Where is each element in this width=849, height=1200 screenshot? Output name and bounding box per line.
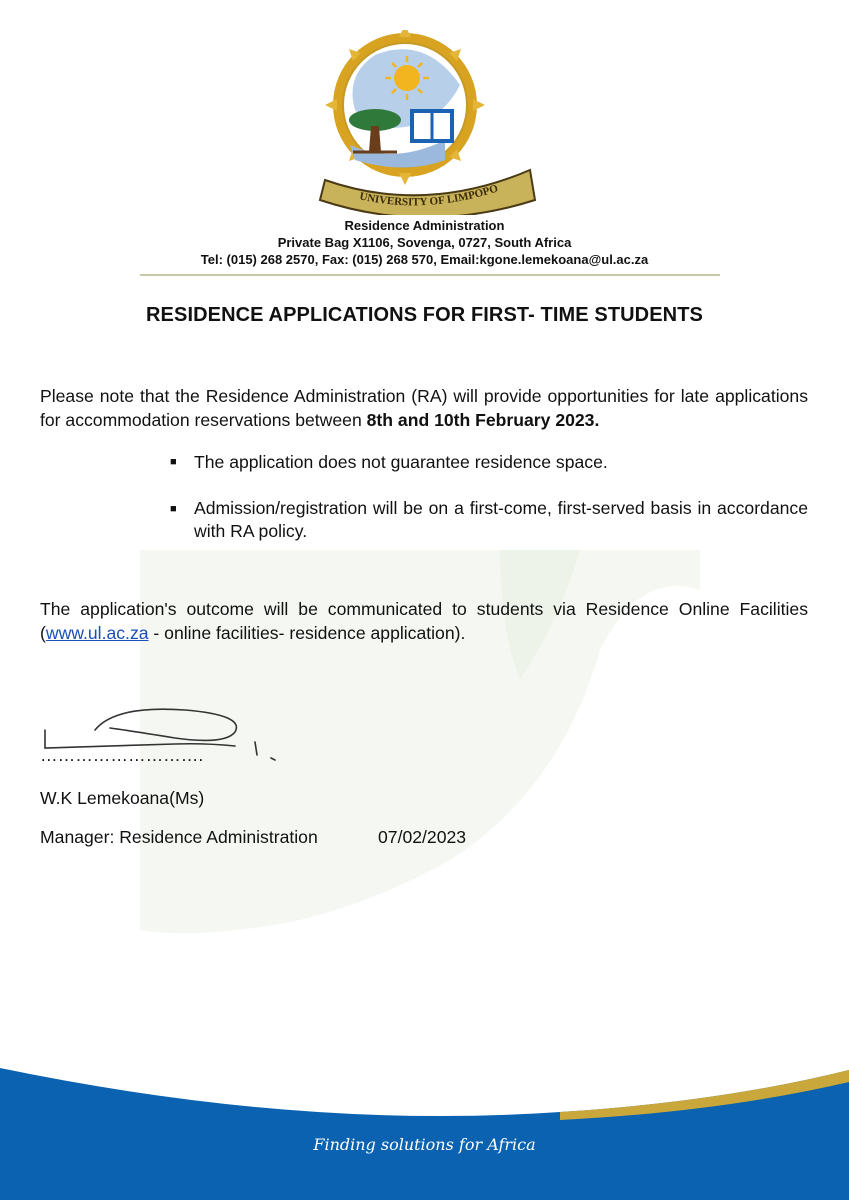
office-address: Private Bag X1106, Sovenga, 0727, South Africa <box>277 235 572 250</box>
header-divider <box>140 274 720 276</box>
bullet-item: The application does not guarantee residence space. <box>194 452 608 472</box>
outcome-paragraph <box>40 597 808 645</box>
document-title: RESIDENCE APPLICATIONS FOR FIRST- TIME STUDENTS <box>146 304 703 326</box>
signature-date: 07/02/2023 <box>378 827 467 847</box>
bullet-marker: ■ <box>170 456 177 468</box>
office-name: Residence Administration <box>344 218 505 233</box>
intro-paragraph <box>40 384 808 432</box>
signatory-position: Manager: Residence Administration <box>40 827 318 847</box>
intro-text: Please note that the Residence Administration (RA) will provide opportunities for late applications for accommodation reservations between <box>40 386 808 430</box>
signature-line: ………………………. <box>40 745 204 765</box>
outcome-text-end: - online facilities- residence application). <box>148 623 466 643</box>
logo-banner-text: UNIVERSITY OF LIMPOPO <box>358 182 500 209</box>
book-icon <box>412 111 452 141</box>
bullet-item: Admission/registration will be on a first-come, first-served basis in accordance with RA policy. <box>194 498 808 541</box>
bullet-marker: ■ <box>170 503 177 515</box>
signatory-name: W.K Lemekoana(Ms) <box>40 788 205 808</box>
outcome-text: The application's outcome will be communicated to students via Residence Online Facilities ( <box>40 599 808 643</box>
university-logo <box>315 30 540 215</box>
footer-wave <box>0 1050 849 1200</box>
intro-dates: 8th and 10th February 2023. <box>366 410 600 430</box>
office-contact: Tel: (015) 268 2570, Fax: (015) 268 570, Email:kgone.lemekoana@ul.ac.za <box>200 252 649 267</box>
website-link[interactable]: www.ul.ac.za <box>45 623 149 643</box>
footer-tagline: Finding solutions for Africa <box>313 1135 536 1154</box>
